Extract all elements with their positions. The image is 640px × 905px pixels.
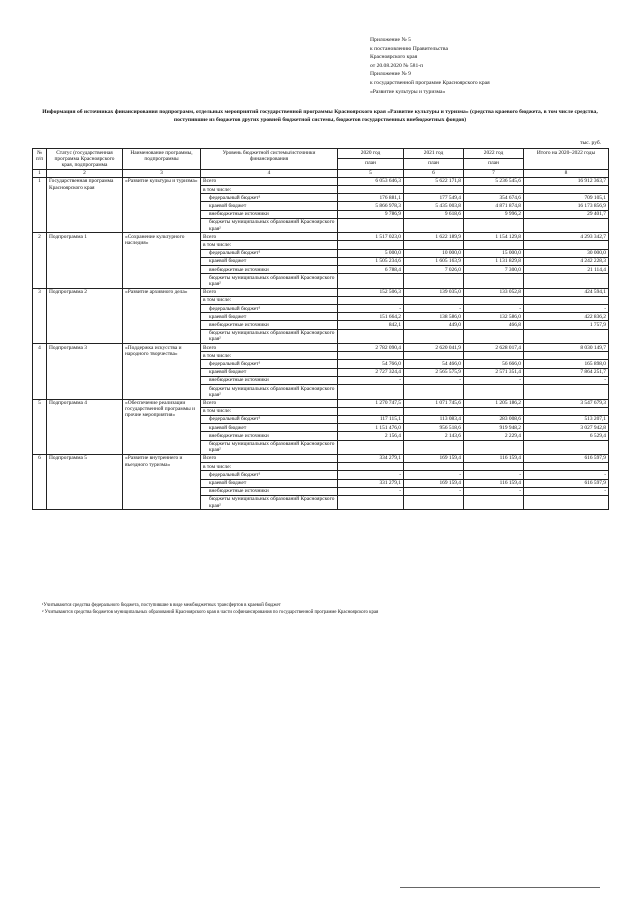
funding-source: в том числе: (201, 463, 338, 471)
value-total: 29 401,7 (524, 210, 609, 218)
value-total (524, 186, 609, 194)
value-2022: 354 674,6 (464, 194, 524, 202)
section-name: «Поддержка искусства и народного творчества» (123, 344, 201, 399)
section-name: «Развитие внутреннего и въездного туризма» (123, 454, 201, 509)
value-total: - (524, 305, 609, 313)
value-2021: 1 071 745,6 (404, 399, 464, 407)
value-total (524, 329, 609, 343)
value-total (524, 274, 609, 288)
value-2022 (464, 385, 524, 399)
value-2022: 2 229,4 (464, 432, 524, 440)
value-2021: 7 026,0 (404, 266, 464, 274)
value-2022 (464, 274, 524, 288)
header-line: «Развитие культуры и туризма» (370, 88, 446, 95)
col-index: 8 (524, 169, 609, 177)
value-2020: 2 156,4 (338, 432, 404, 440)
funding-source: бюджеты муниципальных образований Красноярского края² (201, 385, 338, 399)
value-2021 (404, 440, 464, 454)
value-2022 (464, 329, 524, 343)
unit-label: тыс. руб. (580, 140, 602, 146)
value-total: 16 912 363,7 (524, 177, 609, 185)
funding-source: в том числе: (201, 296, 338, 304)
value-total (524, 495, 609, 509)
value-2020 (338, 296, 404, 304)
col-total-header: Итого на 2020–2022 годы (524, 149, 609, 170)
value-2021: 169 159,4 (404, 479, 464, 487)
header-line: Приложение № 9 (370, 71, 411, 78)
value-total: - (524, 487, 609, 495)
funding-source: краевой бюджет (201, 257, 338, 265)
funding-source: бюджеты муниципальных образований Красноярского края² (201, 218, 338, 232)
section-number: 3 (33, 288, 47, 343)
value-2020: 331 279,1 (338, 479, 404, 487)
section-status: Подпрограмма 5 (47, 454, 123, 509)
value-2020: 6 788,4 (338, 266, 404, 274)
funding-source: бюджеты муниципальных образований Красноярского края² (201, 274, 338, 288)
header-line: от 20.08.2020 № 581-п (370, 62, 424, 69)
funding-source: краевой бюджет (201, 479, 338, 487)
col-index: 3 (123, 169, 201, 177)
col-index: 6 (404, 169, 464, 177)
funding-source: федеральный бюджет¹ (201, 415, 338, 423)
funding-source: Всего (201, 344, 338, 352)
value-2021: 1 622 189,9 (404, 233, 464, 241)
footnotes (42, 602, 378, 616)
value-total: 616 597,9 (524, 479, 609, 487)
value-total (524, 296, 609, 304)
value-2022 (464, 218, 524, 232)
value-2022 (464, 352, 524, 360)
value-2021: 449,0 (404, 321, 464, 329)
funding-source: внебюджетные источники (201, 376, 338, 384)
value-2020 (338, 440, 404, 454)
value-2020 (338, 329, 404, 343)
value-2021 (404, 407, 464, 415)
footnote: ¹Учитываются средства федерального бюджета, поступившие в виде межбюджетных трансфертов в краевой бюджет (42, 603, 281, 608)
table-body (33, 177, 609, 510)
value-total: 21 114,4 (524, 266, 609, 274)
plan-label: план (404, 159, 464, 169)
col-num-header: № п/п (33, 149, 47, 170)
col-level-header: Уровень бюджетной системы/источники финансирования (201, 149, 338, 170)
value-2020: 2 782 090,4 (338, 344, 404, 352)
value-total: 7 864 251,7 (524, 368, 609, 376)
plan-label: план (464, 159, 524, 169)
value-2022: 4 871 874,8 (464, 202, 524, 210)
value-2021: - (404, 305, 464, 313)
value-2020: 152 506,3 (338, 288, 404, 296)
col-2021-header: 2021 год (404, 149, 464, 159)
value-2022: 5 236 545,6 (464, 177, 524, 185)
funding-source: бюджеты муниципальных образований Красноярского края² (201, 329, 338, 343)
value-total: 709 105,1 (524, 194, 609, 202)
value-2022: 2 628 017,4 (464, 344, 524, 352)
header-line: Красноярского края (370, 54, 418, 61)
section-number: 5 (33, 399, 47, 454)
col-name-header: Наименование программы, подпрограммы (123, 149, 201, 170)
funding-source: в том числе: (201, 407, 338, 415)
section-name: «Развитие культуры и туризма» (123, 177, 201, 232)
bottom-rule (400, 887, 600, 888)
value-total: 424 594,1 (524, 288, 609, 296)
value-2021: 1 605 163,9 (404, 257, 464, 265)
value-2021: 177 549,4 (404, 194, 464, 202)
value-2021: 10 000,0 (404, 249, 464, 257)
value-total: 3 027 942,8 (524, 424, 609, 432)
value-2020 (338, 274, 404, 288)
funding-source: краевой бюджет (201, 313, 338, 321)
value-2021 (404, 218, 464, 232)
section-name: «Развитие архивного дела» (123, 288, 201, 343)
value-total: - (524, 376, 609, 384)
value-2020: 5 000,0 (338, 249, 404, 257)
value-2021: - (404, 487, 464, 495)
col-index: 5 (338, 169, 404, 177)
value-total: 16 173 856,9 (524, 202, 609, 210)
value-2022 (464, 407, 524, 415)
col-status-header: Статус (государственная программа Красноярского края, подпрограмма (47, 149, 123, 170)
value-2021 (404, 495, 464, 509)
funding-source: бюджеты муниципальных образований Красноярского края² (201, 495, 338, 509)
funding-source: в том числе: (201, 352, 338, 360)
section-status: Государственная программа Красноярского края (47, 177, 123, 232)
value-2021 (404, 463, 464, 471)
value-2022: 2 571 351,4 (464, 368, 524, 376)
section-number: 1 (33, 177, 47, 232)
value-2020: - (338, 376, 404, 384)
section-status: Подпрограмма 3 (47, 344, 123, 399)
funding-source: Всего (201, 454, 338, 462)
value-2020: 842,1 (338, 321, 404, 329)
col-2022-header: 2022 год (464, 149, 524, 159)
funding-source: краевой бюджет (201, 424, 338, 432)
value-total: 3 547 679,3 (524, 399, 609, 407)
value-2021 (404, 241, 464, 249)
value-2021 (404, 274, 464, 288)
value-2020: 2 727 324,4 (338, 368, 404, 376)
value-2022: - (464, 376, 524, 384)
value-total: 6 529,4 (524, 432, 609, 440)
funding-source: Всего (201, 233, 338, 241)
funding-source: федеральный бюджет¹ (201, 360, 338, 368)
funding-source: федеральный бюджет¹ (201, 305, 338, 313)
value-2022 (464, 186, 524, 194)
value-2020: 1 505 234,6 (338, 257, 404, 265)
section-status: Подпрограмма 1 (47, 233, 123, 288)
value-2021: 138 586,0 (404, 313, 464, 321)
section-number: 4 (33, 344, 47, 399)
value-2020: - (338, 305, 404, 313)
value-2020: 9 786,9 (338, 210, 404, 218)
value-2020: 117 115,1 (338, 415, 404, 423)
value-2021: - (404, 471, 464, 479)
value-2022: 1 131 829,8 (464, 257, 524, 265)
header-line: к государственной программе Красноярского края (370, 79, 490, 86)
funding-source: внебюджетные источники (201, 266, 338, 274)
col-index: 1 (33, 169, 47, 177)
value-2020: 6 053 646,3 (338, 177, 404, 185)
value-2022: 56 666,0 (464, 360, 524, 368)
header-line: к постановлению Правительства (370, 45, 448, 52)
value-total (524, 407, 609, 415)
value-total: 422 836,2 (524, 313, 609, 321)
value-total: 1 757,9 (524, 321, 609, 329)
value-2020 (338, 463, 404, 471)
funding-source: бюджеты муниципальных образований Красноярского края² (201, 440, 338, 454)
value-total: - (524, 471, 609, 479)
value-2021 (404, 385, 464, 399)
funding-source: Всего (201, 177, 338, 185)
value-total: 513 207,1 (524, 415, 609, 423)
value-2020: 334 279,1 (338, 454, 404, 462)
value-2022: 7 300,0 (464, 266, 524, 274)
value-total: 4 293 342,7 (524, 233, 609, 241)
value-2021: 2 620 041,9 (404, 344, 464, 352)
value-2020 (338, 186, 404, 194)
value-total (524, 463, 609, 471)
value-2022: 1 205 186,2 (464, 399, 524, 407)
funding-source: федеральный бюджет¹ (201, 249, 338, 257)
value-2020: 176 881,1 (338, 194, 404, 202)
value-2020: 5 866 978,3 (338, 202, 404, 210)
value-total (524, 352, 609, 360)
table-row (33, 344, 609, 352)
value-2022: 9 996,2 (464, 210, 524, 218)
value-2022: 133 052,8 (464, 288, 524, 296)
value-2021: 2 143,6 (404, 432, 464, 440)
value-total: 616 597,9 (524, 454, 609, 462)
value-2022 (464, 241, 524, 249)
value-total: 165 898,0 (524, 360, 609, 368)
table-row (33, 177, 609, 185)
value-total (524, 385, 609, 399)
value-2021: 113 083,4 (404, 415, 464, 423)
col-index: 2 (47, 169, 123, 177)
funding-source: в том числе: (201, 241, 338, 249)
col-index: 4 (201, 169, 338, 177)
funding-source: федеральный бюджет¹ (201, 194, 338, 202)
funding-source: внебюджетные источники (201, 321, 338, 329)
value-2022: 15 000,0 (464, 249, 524, 257)
value-2021 (404, 296, 464, 304)
section-number: 2 (33, 233, 47, 288)
value-2022 (464, 440, 524, 454)
value-2022 (464, 495, 524, 509)
funding-source: Всего (201, 399, 338, 407)
value-2021: 9 618,6 (404, 210, 464, 218)
value-2022: 283 008,6 (464, 415, 524, 423)
funding-source: федеральный бюджет¹ (201, 471, 338, 479)
value-2022: 1 154 129,8 (464, 233, 524, 241)
value-total: 30 000,0 (524, 249, 609, 257)
section-number: 6 (33, 454, 47, 509)
value-2021: - (404, 376, 464, 384)
funding-source: внебюджетные источники (201, 210, 338, 218)
value-2020: - (338, 487, 404, 495)
value-2021 (404, 329, 464, 343)
funding-source: Всего (201, 288, 338, 296)
section-name: «Сохранение культурного наследия» (123, 233, 201, 288)
value-2021 (404, 352, 464, 360)
value-2021 (404, 186, 464, 194)
value-2020: 151 664,2 (338, 313, 404, 321)
section-status: Подпрограмма 2 (47, 288, 123, 343)
value-2020 (338, 352, 404, 360)
financing-table (32, 148, 609, 510)
value-2022: - (464, 471, 524, 479)
value-2021: 956 518,6 (404, 424, 464, 432)
value-2022: - (464, 487, 524, 495)
value-2020: - (338, 471, 404, 479)
value-2020 (338, 241, 404, 249)
section-status: Подпрограмма 4 (47, 399, 123, 454)
value-2022: 466,8 (464, 321, 524, 329)
value-2020 (338, 495, 404, 509)
value-total (524, 440, 609, 454)
plan-label: план (338, 159, 404, 169)
value-2022: - (464, 305, 524, 313)
value-2022 (464, 463, 524, 471)
table-row (33, 399, 609, 407)
value-2020 (338, 407, 404, 415)
value-2020: 54 766,0 (338, 360, 404, 368)
value-2020 (338, 218, 404, 232)
col-2020-header: 2020 год (338, 149, 404, 159)
value-2021: 5 622 171,8 (404, 177, 464, 185)
value-total: 4 242 228,3 (524, 257, 609, 265)
funding-source: внебюджетные источники (201, 432, 338, 440)
document-title: Информация об источниках финансирования подпрограмм, отдельных мероприятий государственной программы Красноярского края «Развитие культуры и туризма» (средства краевого бюджета, в том числе средства, поступившие из бюджетов других уровней бюджетной системы, бюджетов государственных внебюджетных фондов) (42, 109, 598, 124)
table-row (33, 233, 609, 241)
table-row (33, 454, 609, 462)
value-2022: 116 159,4 (464, 479, 524, 487)
value-2022: 132 586,0 (464, 313, 524, 321)
header-line: Приложение № 5 (370, 37, 411, 43)
value-2021: 169 159,4 (404, 454, 464, 462)
table-row (33, 288, 609, 296)
funding-source: краевой бюджет (201, 368, 338, 376)
value-2021: 2 565 575,9 (404, 368, 464, 376)
funding-source: краевой бюджет (201, 202, 338, 210)
appendix-header (370, 36, 490, 96)
footnote: ² Учитываются средства бюджетов муниципальных образований Красноярского края в части софинансирования по государственной программе Красноярского края (42, 610, 379, 616)
value-2020: 1 517 023,0 (338, 233, 404, 241)
value-2022 (464, 296, 524, 304)
value-2021: 5 435 003,8 (404, 202, 464, 210)
value-2020: 1 270 747,5 (338, 399, 404, 407)
funding-source: внебюджетные источники (201, 487, 338, 495)
value-2021: 54 466,0 (404, 360, 464, 368)
funding-source: в том числе: (201, 186, 338, 194)
value-2022: 919 948,2 (464, 424, 524, 432)
value-total (524, 218, 609, 232)
section-name: «Обеспечение реализации государственной программы и прочие мероприятия» (123, 399, 201, 454)
value-total (524, 241, 609, 249)
value-2020: 1 151 476,0 (338, 424, 404, 432)
col-index: 7 (464, 169, 524, 177)
value-2022: 116 159,4 (464, 454, 524, 462)
value-2021: 139 035,0 (404, 288, 464, 296)
value-total: 8 030 149,7 (524, 344, 609, 352)
value-2020 (338, 385, 404, 399)
